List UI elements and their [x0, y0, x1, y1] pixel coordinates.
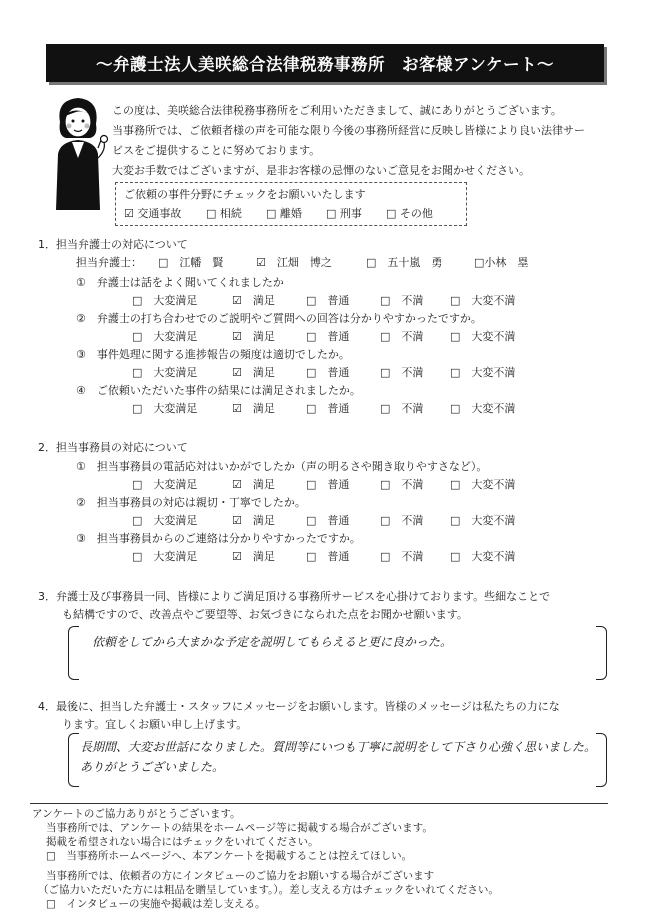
section-3-heading-line-1: 3．弁護士及び事務員一同、皆様によりご満足頂ける事務所サービスを心掛けております。些細なことで	[38, 590, 551, 603]
check-icon: ☑	[232, 550, 242, 563]
footer-note: 当事務所では、依頼者の方にインタビューのご協力をお願いする場合がございます	[46, 870, 435, 882]
checkbox-icon: □	[306, 478, 317, 491]
checkbox-icon: □	[450, 402, 461, 415]
checkbox-icon: □	[306, 366, 317, 379]
rating-row	[0, 364, 650, 380]
rating-option[interactable]: □ 大変満足	[132, 330, 198, 343]
check-icon: ☑	[232, 366, 242, 379]
checkbox-icon: □	[450, 330, 461, 343]
footer-note: （ご協力いただいた方には粗品を贈呈しています。）。差し支える方はチェックをいれてください。	[38, 884, 499, 896]
rating-option[interactable]: □ 不満	[380, 514, 424, 527]
lawyer-option[interactable]: □ 五十嵐 勇	[366, 256, 443, 269]
question-text: ② 弁護士の打ち合わせでのご説明やご質問への回答は分かりやすかったですか。	[76, 312, 482, 325]
footer-note: 掲載を希望されない場合にはチェックをいれてください。	[46, 836, 319, 848]
checkbox-icon: □	[132, 514, 143, 527]
rating-row	[0, 400, 650, 416]
rating-option[interactable]: □ 大変満足	[132, 294, 198, 307]
category-prompt: ご依頼の事件分野にチェックをお願いいたします	[124, 188, 366, 201]
rating-option[interactable]: □ 不満	[380, 294, 424, 307]
checkbox-icon: □	[132, 478, 143, 491]
rating-option[interactable]: □ 大変満足	[132, 366, 198, 379]
answer-bracket-left	[68, 626, 79, 680]
check-icon: ☑	[232, 330, 242, 343]
checkbox-icon: □	[306, 402, 317, 415]
checkbox-icon[interactable]: □	[326, 207, 337, 220]
checkbox-icon: □	[450, 366, 461, 379]
checkbox-icon: □	[380, 294, 391, 307]
footer-note: 当事務所では、アンケートの結果をホームページ等に掲載する場合がございます。	[46, 822, 433, 834]
checkbox-icon: □	[450, 294, 461, 307]
lawyer-option[interactable]: □小林 塁	[474, 256, 529, 269]
intro-line-4: 大変お手数ではございますが、是非お客様の忌憚のないご意見をお聞かせください。	[112, 164, 530, 177]
footer-thanks: アンケートのご協力ありがとうございます。	[32, 808, 241, 820]
lawyer-label: 担当弁護士：	[76, 256, 142, 269]
rating-option[interactable]: ☑ 満足	[232, 550, 275, 563]
check-icon[interactable]: ☑	[124, 207, 134, 220]
answer-bracket-left	[68, 733, 79, 787]
rating-row	[0, 548, 650, 564]
rating-option[interactable]: □ 大変不満	[450, 550, 516, 563]
checkbox-icon[interactable]: □	[266, 207, 277, 220]
rating-option[interactable]: □ 不満	[380, 330, 424, 343]
rating-option[interactable]: □ 大変満足	[132, 478, 198, 491]
check-icon: ☑	[232, 402, 242, 415]
checkbox-icon: □	[380, 514, 391, 527]
lawyer-option[interactable]: □ 江幡 賢	[158, 256, 224, 269]
rating-option[interactable]: □ 大変不満	[450, 514, 516, 527]
rating-option[interactable]: □ 不満	[380, 402, 424, 415]
intro-line-3: ビスをご提供することに努めております。	[112, 144, 321, 157]
question-text: ③ 事件処理に関する進捗報告の頻度は適切でしたか。	[76, 348, 350, 361]
checkbox-icon: □	[380, 402, 391, 415]
question-text: ③ 担当事務員からのご連絡は分かりやすかったですか。	[76, 532, 361, 545]
checkbox-icon[interactable]: □	[206, 207, 217, 220]
rating-option[interactable]: □ 普通	[306, 514, 350, 527]
checkbox-icon: □	[306, 330, 317, 343]
rating-row	[0, 328, 650, 344]
check-icon: ☑	[232, 514, 242, 527]
category-option-traffic[interactable]: ☑ 交通事故	[124, 207, 182, 220]
answer-4-line-1[interactable]: 長期間、大変お世話になりました。質問等にいつも丁寧に説明をして下さり心強く思いました。	[80, 740, 597, 754]
footer-divider	[30, 803, 608, 804]
rating-row	[0, 292, 650, 308]
question-text: ④ ご依頼いただいた事件の結果には満足されましたか。	[76, 384, 361, 397]
category-option-other[interactable]: □ その他	[386, 207, 433, 220]
check-icon: ☑	[232, 294, 242, 307]
rating-option[interactable]: □ 大変満足	[132, 550, 198, 563]
mascot-illustration	[46, 92, 110, 210]
checkbox-icon: □	[132, 402, 143, 415]
question-text: ② 担当事務員の対応は親切・丁寧でしたか。	[76, 496, 306, 509]
checkbox-icon: □	[132, 550, 143, 563]
rating-row	[0, 512, 650, 528]
checkbox-icon: □	[306, 550, 317, 563]
checkbox-icon: □	[450, 514, 461, 527]
section-4-heading-line-2: ります。宜しくお願い申し上げます。	[62, 718, 248, 731]
check-icon[interactable]: ☑	[256, 256, 266, 269]
rating-option[interactable]: □ 大変満足	[132, 402, 198, 415]
rating-option[interactable]: ☑ 満足	[232, 330, 275, 343]
checkbox-icon: □	[380, 550, 391, 563]
answer-3-text[interactable]: 依頼をしてから大まかな予定を説明してもらえると更に良かった。	[92, 635, 453, 649]
footer-opt-out-homepage[interactable]: □ 当事務所ホームページへ、本アンケートを掲載することは控えてほしい。	[46, 850, 413, 862]
rating-option[interactable]: □ 大変不満	[450, 294, 516, 307]
checkbox-icon: □	[380, 478, 391, 491]
rating-option[interactable]: □ 不満	[380, 478, 424, 491]
rating-option[interactable]: □ 普通	[306, 478, 350, 491]
rating-option[interactable]: □ 大変満足	[132, 514, 198, 527]
question-text: ① 弁護士は話をよく聞いてくれましたか	[76, 276, 284, 289]
rating-option[interactable]: ☑ 満足	[232, 514, 275, 527]
rating-option[interactable]: □ 普通	[306, 366, 350, 379]
answer-4-line-2[interactable]: ありがとうございました。	[80, 760, 225, 774]
rating-option[interactable]: □ 大変不満	[450, 478, 516, 491]
checkbox-icon: □	[132, 294, 143, 307]
category-option-criminal[interactable]: □ 刑事	[326, 207, 362, 220]
checkbox-icon: □	[132, 330, 143, 343]
rating-option[interactable]: □ 不満	[380, 550, 424, 563]
checkbox-icon: □	[380, 330, 391, 343]
section-1-heading: 1．担当弁護士の対応について	[38, 238, 188, 251]
section-3-heading-line-2: も結構ですので、改善点やご要望等、お気づきになられた点をお聞かせ願います。	[62, 608, 468, 621]
rating-option[interactable]: ☑ 満足	[232, 478, 275, 491]
checkbox-icon[interactable]: □	[158, 256, 169, 269]
checkbox-icon: □	[450, 478, 461, 491]
rating-option[interactable]: □ 普通	[306, 550, 350, 563]
checkbox-icon: □	[380, 366, 391, 379]
rating-option[interactable]: ☑ 満足	[232, 402, 275, 415]
checkbox-icon[interactable]: □	[386, 207, 397, 220]
rating-row	[0, 476, 650, 492]
question-text: ① 担当事務員の電話応対はいかがでしたか（声の明るさや聞き取りやすさなど）。	[76, 460, 488, 473]
rating-option[interactable]: □ 不満	[380, 366, 424, 379]
rating-option[interactable]: ☑ 満足	[232, 366, 275, 379]
page-title: ～弁護士法人美咲総合法律税務事務所 お客様アンケート～	[46, 44, 604, 82]
section-2-heading: 2．担当事務員の対応について	[38, 441, 188, 454]
section-4-heading-line-1: 4．最後に、担当した弁護士・スタッフにメッセージをお願いします。皆様のメッセージは私たちの力にな	[38, 700, 560, 713]
rating-option[interactable]: □ 普通	[306, 330, 350, 343]
checkbox-icon[interactable]: □	[366, 256, 377, 269]
checkbox-icon: □	[450, 550, 461, 563]
lawyer-option[interactable]: ☑ 江畑 博之	[256, 256, 332, 269]
category-option-divorce[interactable]: □ 離婚	[266, 207, 302, 220]
rating-option[interactable]: □ 普通	[306, 294, 350, 307]
category-option-inheritance[interactable]: □ 相続	[206, 207, 242, 220]
checkbox-icon[interactable]: □	[474, 256, 485, 269]
intro-line-1: この度は、美咲総合法律税務事務所をご利用いただきまして、誠にありがとうございます。	[112, 104, 562, 117]
checkbox-icon: □	[132, 366, 143, 379]
rating-option[interactable]: □ 大変不満	[450, 366, 516, 379]
answer-bracket-right	[596, 733, 607, 787]
checkbox-icon: □	[306, 294, 317, 307]
rating-option[interactable]: □ 普通	[306, 402, 350, 415]
answer-bracket-right	[596, 626, 607, 680]
intro-line-2: 当事務所では、ご依頼者様の声を可能な限り今後の事務所経営に反映し皆様により良い法律サー	[112, 124, 585, 137]
footer-opt-out-interview[interactable]: □ インタビューの実施や掲載は差し支える。	[46, 898, 266, 910]
checkbox-icon: □	[306, 514, 317, 527]
rating-option[interactable]: □ 大変不満	[450, 402, 516, 415]
rating-option[interactable]: □ 大変不満	[450, 330, 516, 343]
rating-option[interactable]: ☑ 満足	[232, 294, 275, 307]
check-icon: ☑	[232, 478, 242, 491]
